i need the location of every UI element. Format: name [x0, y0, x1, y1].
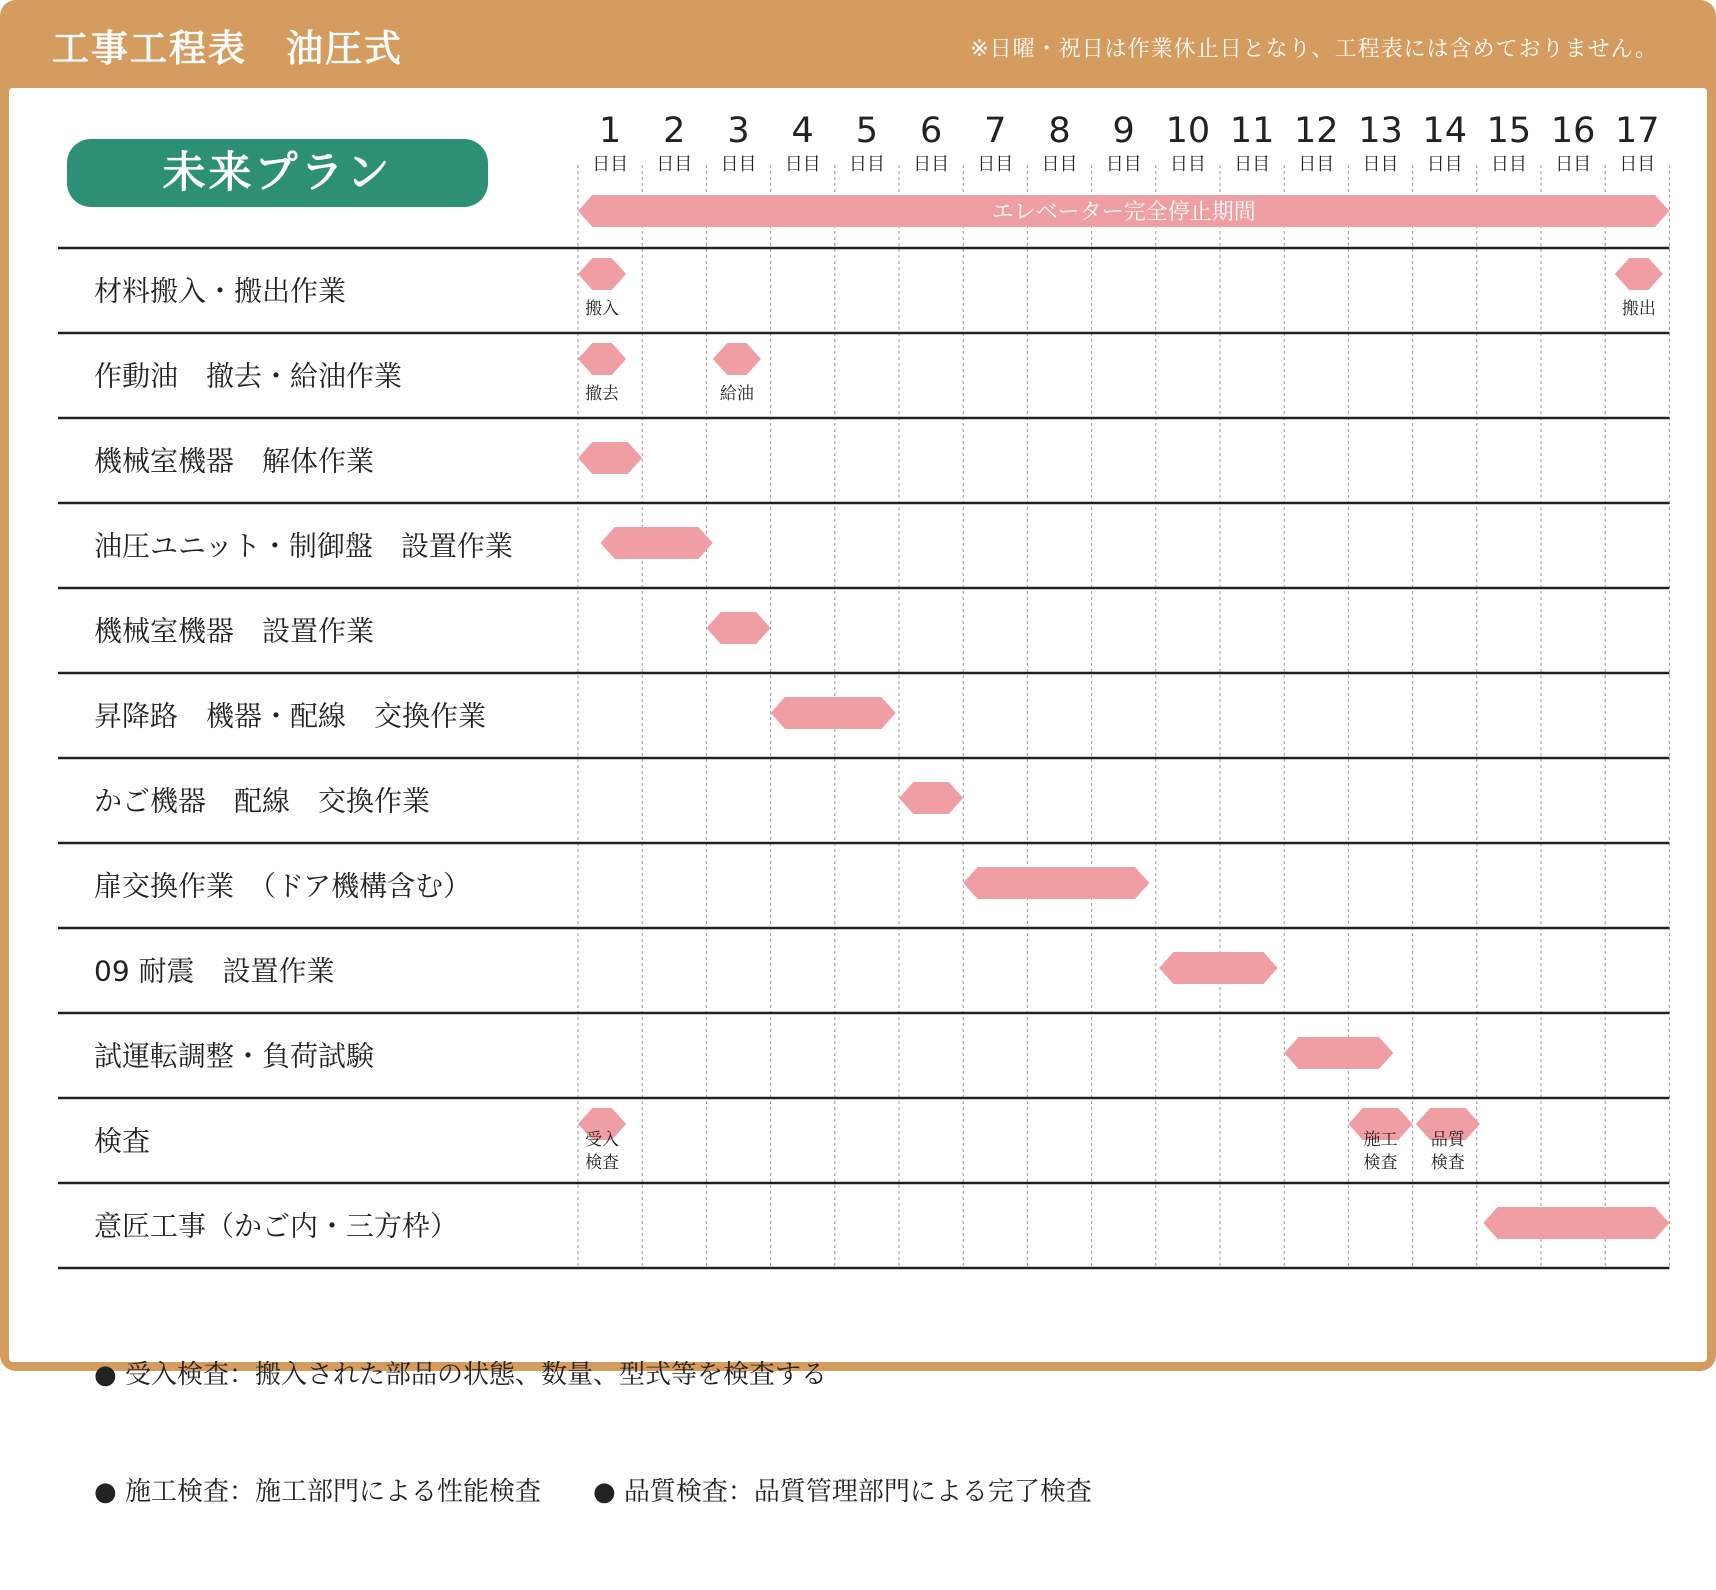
day-unit-label: 日目: [720, 154, 757, 175]
day-number-label: 7: [984, 111, 1007, 151]
task-name: 油圧ユニット・制御盤 設置作業: [94, 529, 513, 563]
day-number-label: 5: [855, 111, 879, 151]
task-bar: [578, 258, 626, 290]
task-bar-label: 品質検査: [1430, 1130, 1465, 1173]
day-unit-label: 日目: [1169, 154, 1206, 175]
day-number-label: 8: [1048, 111, 1071, 151]
task-bar: [1284, 1037, 1393, 1069]
task-name: 扉交換作業 （ドア機構含む）: [94, 869, 472, 903]
task-bar-label: 搬出: [1621, 299, 1656, 319]
day-unit-label: 日目: [977, 154, 1014, 175]
day-unit-label: 日目: [1426, 154, 1463, 175]
task-name: 機械室機器 設置作業: [94, 614, 375, 648]
day-number-label: 11: [1229, 111, 1275, 151]
day-number-label: 2: [663, 111, 686, 151]
task-name: 材料搬入・搬出作業: [94, 274, 347, 308]
task-bar: [1615, 258, 1663, 290]
task-bar: [578, 442, 642, 474]
day-unit-label: 日目: [1490, 154, 1527, 175]
task-bar: [771, 697, 896, 729]
task-bar: [1159, 952, 1278, 984]
day-unit-label: 日目: [1234, 154, 1271, 175]
stop-period-label: エレベーター完全停止期間: [991, 200, 1256, 225]
legend: [94, 1278, 1092, 1590]
schedule-title: 工事工程表 油圧式: [52, 27, 403, 70]
day-number-label: 15: [1486, 111, 1532, 151]
task-bar-label: 受入検査: [585, 1130, 620, 1173]
day-unit-label: 日目: [1298, 154, 1335, 175]
day-number-label: 12: [1294, 111, 1339, 151]
day-number-label: 17: [1615, 111, 1660, 151]
plan-badge: 未来プラン: [67, 139, 488, 207]
task-bar-label: 施工検査: [1363, 1130, 1398, 1173]
task-bar: [713, 343, 761, 375]
day-unit-label: 日目: [913, 154, 950, 175]
day-number-label: 10: [1165, 111, 1211, 151]
holiday-note: ※日曜・祝日は作業休止日となり、工程表には含めておりません。: [970, 37, 1658, 62]
day-unit-label: 日目: [784, 154, 821, 175]
day-unit-label: 日目: [848, 154, 885, 175]
task-name: かご機器 配線 交換作業: [94, 784, 431, 818]
task-bar-label: 搬入: [585, 299, 620, 319]
task-bar: [578, 343, 626, 375]
day-number-label: 13: [1358, 111, 1403, 151]
task-name: 検査: [94, 1124, 151, 1158]
day-unit-label: 日目: [1105, 154, 1142, 175]
task-bar: [899, 782, 963, 814]
legend-construction-inspection: ● 施工検査：施工部門による性能検査: [94, 1477, 541, 1507]
day-number-label: 9: [1112, 111, 1135, 151]
task-bar-label: 撤去: [585, 384, 620, 404]
task-bar: [706, 612, 770, 644]
task-bar: [1483, 1207, 1669, 1239]
task-name: 作動油 撤去・給油作業: [94, 359, 403, 393]
day-number-label: 16: [1550, 111, 1596, 151]
day-unit-label: 日目: [1555, 154, 1592, 175]
day-unit-label: 日目: [1362, 154, 1399, 175]
day-unit-label: 日目: [1619, 154, 1656, 175]
day-unit-label: 日目: [592, 154, 629, 175]
day-unit-label: 日目: [1041, 154, 1078, 175]
day-unit-label: 日目: [656, 154, 693, 175]
task-name: 昇降路 機器・配線 交換作業: [94, 699, 487, 733]
task-name: 意匠工事（かご内・三方枠）: [94, 1209, 459, 1243]
legend-quality-inspection: ● 品質検査：品質管理部門による完了検査: [592, 1477, 1092, 1507]
task-name: 試運転調整・負荷試験: [94, 1039, 375, 1073]
legend-line-2: [94, 1473, 1092, 1512]
day-number-label: 6: [919, 111, 943, 151]
task-bar-label: 給油: [719, 384, 754, 404]
task-name: 09 耐震 設置作業: [94, 954, 335, 988]
legend-line-1: ● 受入検査：搬入された部品の状態、数量、型式等を検査する: [94, 1360, 827, 1390]
task-bar: [963, 867, 1149, 899]
task-bar: [600, 527, 712, 559]
day-number-label: 14: [1422, 111, 1467, 151]
day-number-label: 3: [727, 111, 750, 151]
day-number-label: 4: [791, 111, 814, 151]
task-name: 機械室機器 解体作業: [94, 444, 375, 478]
day-number-label: 1: [598, 111, 622, 151]
